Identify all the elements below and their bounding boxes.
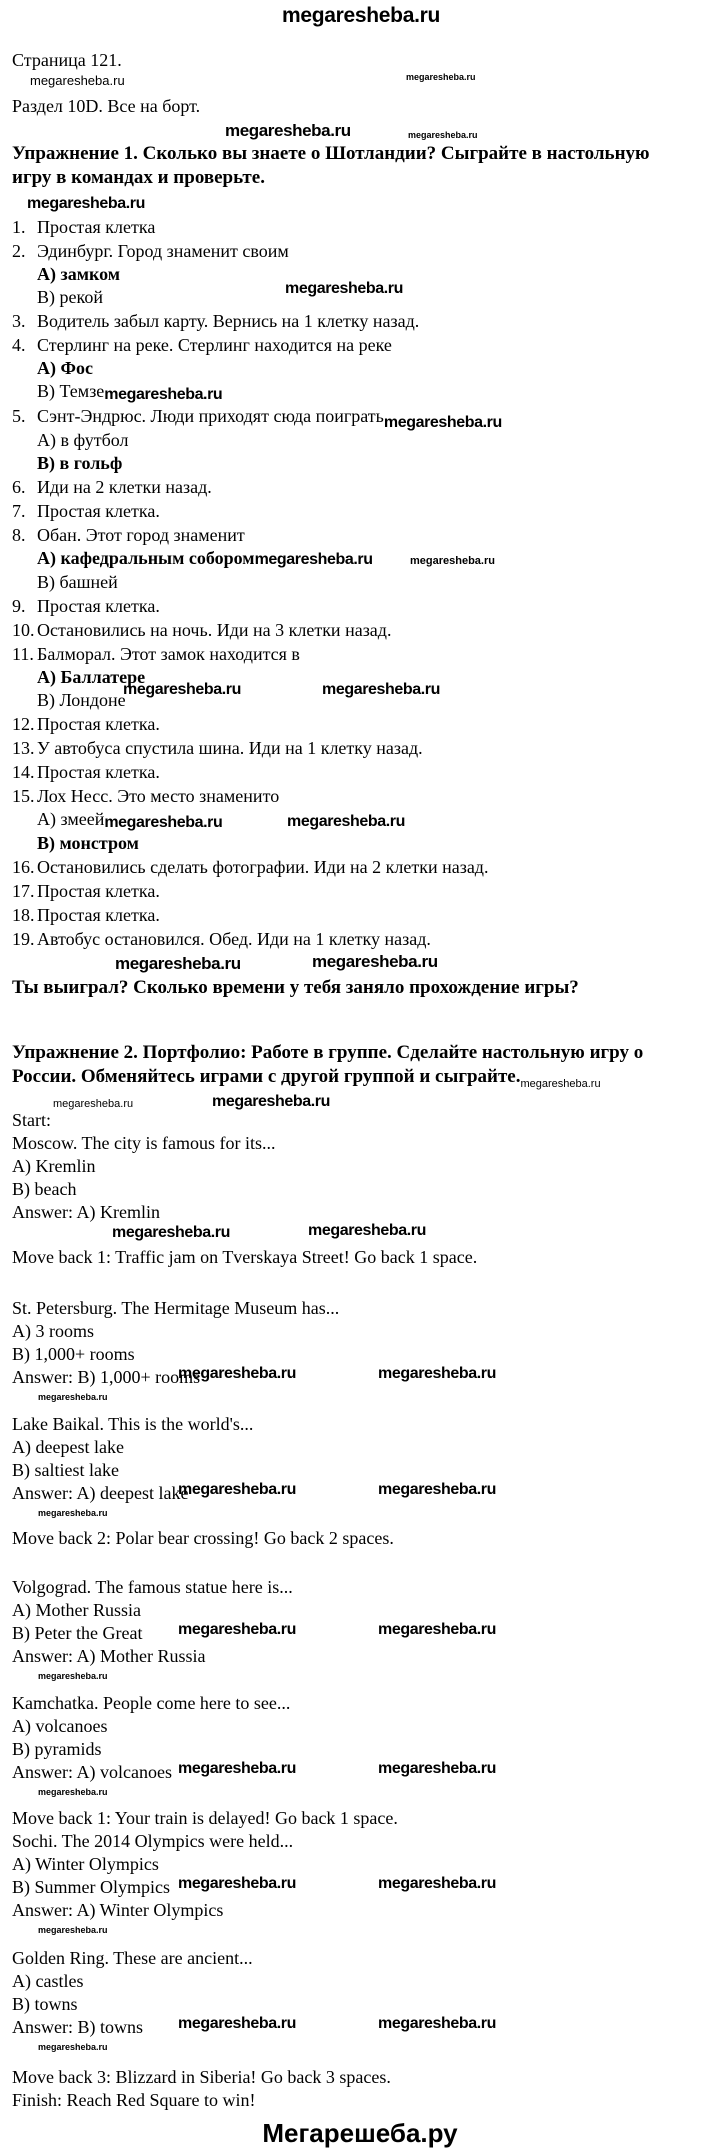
option-b-text: В) Темзе	[37, 381, 105, 401]
watermark: megaresheba.ru	[212, 1093, 331, 1110]
option-a: А) Фос	[37, 358, 93, 378]
list-item	[12, 334, 710, 404]
move-line: Move back 1: Traffic jam on Tverskaya Street! Go back 1 space.	[12, 1247, 478, 1267]
question-line: Moscow. The city is famous for its...	[12, 1133, 276, 1153]
answer-line: Answer: A) Kremlin	[12, 1202, 160, 1222]
list-item	[12, 880, 710, 903]
exercise2-heading-line1: Упражнение 2. Портфолио: Работе в группе. Сделайте настольную игру о	[12, 1042, 644, 1063]
watermark: megaresheba.ru	[178, 1760, 297, 1777]
item-number: 18.	[12, 905, 35, 925]
move-line: Move back 3: Blizzard in Siberia! Go back 3 spaces.	[12, 2067, 391, 2087]
watermark: megaresheba.ru	[38, 1787, 108, 1797]
watermark: megaresheba.ru	[27, 195, 146, 212]
list-item	[12, 713, 710, 736]
option-b: В) монстром	[37, 833, 139, 853]
item-text: Простая клетка.	[37, 881, 160, 901]
watermark-row	[12, 1224, 710, 1246]
watermark: megaresheba.ru	[378, 1365, 497, 1382]
watermark: megaresheba.ru	[378, 1621, 497, 1638]
list-item	[12, 216, 710, 239]
list-item	[12, 737, 710, 760]
watermark-row	[12, 952, 710, 972]
list-item	[12, 643, 710, 712]
move-line: Move back 2: Polar bear crossing! Go back 2 spaces.	[12, 1528, 394, 1548]
list-item	[12, 405, 710, 475]
item-text: Обан. Этот город знаменит	[37, 525, 245, 545]
option-a	[37, 666, 710, 698]
item-text: Стерлинг на реке. Стерлинг находится на реке	[37, 335, 392, 355]
question-line: Sochi. The 2014 Olympics were held...	[12, 1831, 294, 1851]
page-number: Страница 121.	[12, 50, 122, 70]
option-b: В) Лондоне	[37, 690, 126, 710]
watermark: megaresheba.ru	[312, 952, 438, 971]
question-line: Kamchatka. People come here to see...	[12, 1693, 291, 1713]
item-number: 6.	[12, 477, 26, 497]
list-item	[12, 524, 710, 594]
option-a	[37, 808, 710, 832]
item-number: 17.	[12, 881, 35, 901]
final-question: Ты выиграл? Сколько времени у тебя заняло прохождение игры?	[12, 977, 579, 998]
item-number: 14.	[12, 762, 35, 782]
exercise1-heading	[12, 142, 710, 189]
watermark: megaresheba.ru	[38, 2042, 108, 2052]
exercise1-list	[12, 216, 710, 951]
watermark: megaresheba.ru	[38, 1392, 108, 1402]
watermark: megaresheba.ru	[520, 1077, 601, 1090]
answer-text: Answer: A) volcanoes	[12, 1762, 172, 1782]
item-number: 16.	[12, 857, 35, 877]
item-number: 8.	[12, 525, 26, 545]
watermark: megaresheba.ru	[378, 1760, 497, 1777]
option-b	[37, 380, 710, 404]
answer-text: Answer: A) deepest lake	[12, 1483, 189, 1503]
option-a	[37, 547, 710, 571]
item-number: 11.	[12, 644, 34, 664]
section-heading: Раздел 10D. Все на борт.	[12, 96, 201, 116]
item-number: 19.	[12, 929, 35, 949]
list-item	[12, 761, 710, 784]
option-line: B) 1,000+ rooms	[12, 1344, 135, 1364]
item-number: 10.	[12, 620, 35, 640]
watermark: megaresheba.ru	[178, 2015, 297, 2032]
item-text: Водитель забыл карту. Вернись на 1 клетку назад.	[37, 311, 420, 331]
item-text: У автобуса спустила шина. Иди на 1 клетку назад.	[37, 738, 423, 758]
list-item	[12, 595, 710, 618]
site-watermark-title: megaresheba.ru	[281, 4, 441, 27]
watermark: megaresheba.ru	[104, 386, 223, 403]
item-number: 13.	[12, 738, 35, 758]
start-label: Start:	[12, 1110, 51, 1130]
watermark: megaresheba.ru	[178, 1481, 297, 1498]
item-text: Эдинбург. Город знаменит своим	[37, 241, 289, 261]
watermark-row	[12, 1505, 710, 1517]
answer-line: Answer: A) Mother Russia	[12, 1646, 206, 1666]
watermark: megaresheba.ru	[178, 1875, 297, 1892]
answer-text: Answer: B) towns	[12, 2017, 143, 2037]
item-text: Простая клетка.	[37, 762, 160, 782]
item-number: 7.	[12, 501, 26, 521]
watermark: megaresheba.ru	[285, 280, 404, 297]
item-text: Простая клетка.	[37, 905, 160, 925]
watermark-row	[12, 1093, 710, 1109]
option-text: B) Summer Olympics	[12, 1877, 170, 1897]
item-text: Простая клетка.	[37, 596, 160, 616]
finish-line: Finish: Reach Red Square to win!	[12, 2090, 256, 2110]
option-line	[12, 1622, 710, 1645]
list-item	[12, 928, 710, 951]
watermark-row	[12, 1668, 710, 1680]
option-line: A) volcanoes	[12, 1716, 108, 1736]
watermark: megaresheba.ru	[104, 814, 223, 831]
list-item	[12, 476, 710, 499]
option-b-text: В) рекой	[37, 287, 103, 307]
option-line: A) castles	[12, 1971, 84, 1991]
item-number: 12.	[12, 714, 35, 734]
watermark: megaresheba.ru	[53, 1098, 134, 1110]
exercise2-heading-line2-text: России. Обменяйтесь играми с другой группой и сыграйте.	[12, 1065, 521, 1087]
watermark-row	[12, 121, 710, 139]
watermark-row	[12, 1784, 710, 1796]
exercise2-heading-line2	[12, 1065, 710, 1092]
watermark-row	[12, 1922, 710, 1934]
question-line: Lake Baikal. This is the world's...	[12, 1414, 254, 1434]
watermark-row	[12, 1389, 710, 1401]
move-line: Move back 1: Your train is delayed! Go back 1 space.	[12, 1808, 398, 1828]
option-a-text: А) кафедральным собором	[37, 548, 255, 568]
item-text: Автобус остановился. Обед. Иди на 1 клетку назад.	[37, 929, 431, 949]
option-line: B) beach	[12, 1179, 77, 1199]
item-text: Простая клетка.	[37, 501, 160, 521]
list-item	[12, 856, 710, 879]
option-a-text: А) Баллатере	[37, 667, 146, 687]
option-a: А) в футбол	[37, 430, 129, 450]
option-line: B) saltiest lake	[12, 1460, 119, 1480]
watermark: megaresheba.ru	[115, 954, 241, 973]
watermark-row	[12, 69, 710, 88]
item-number: 1.	[12, 217, 26, 237]
item-text: Лох Несс. Это место знаменито	[37, 786, 280, 806]
option-b: В) башней	[37, 572, 118, 592]
option-line: A) Kremlin	[12, 1156, 96, 1176]
watermark: megaresheba.ru	[287, 813, 406, 830]
answer-line: Answer: A) Winter Olympics	[12, 1900, 224, 1920]
item-text: Простая клетка.	[37, 714, 160, 734]
watermark: megaresheba.ru	[254, 551, 373, 568]
watermark: megaresheba.ru	[378, 1875, 497, 1892]
option-b	[37, 280, 710, 309]
answer-text: Answer: B) 1,000+ rooms	[12, 1367, 201, 1387]
exercise1-heading-line1: Упражнение 1. Сколько вы знаете о Шотландии? Сыграйте в настольную	[12, 143, 650, 164]
answer-line	[12, 1482, 710, 1505]
option-line: B) pyramids	[12, 1739, 102, 1759]
watermark: megaresheba.ru	[308, 1222, 427, 1239]
exercise1-heading-line2: игру в командах и проверьте.	[12, 166, 265, 188]
item-text: Остановились на ночь. Иди на 3 клетки назад.	[37, 620, 392, 640]
option-line	[12, 1876, 710, 1899]
list-item	[12, 619, 710, 642]
watermark: megaresheba.ru	[378, 2015, 497, 2032]
option-line: A) Winter Olympics	[12, 1854, 159, 1874]
watermark: megaresheba.ru	[322, 681, 441, 698]
list-item	[12, 240, 710, 309]
watermark: megaresheba.ru	[378, 1481, 497, 1498]
watermark-row	[12, 192, 710, 210]
answer-line	[12, 2016, 710, 2039]
exercise2-heading	[12, 1041, 710, 1091]
item-text: Сэнт-Эндрюс. Люди приходят сюда поиграть	[37, 406, 384, 426]
option-line: A) Mother Russia	[12, 1600, 141, 1620]
list-item	[12, 904, 710, 927]
watermark-row	[12, 2039, 710, 2051]
list-item	[12, 500, 710, 523]
item-number: 5.	[12, 406, 26, 426]
watermark: megaresheba.ru	[178, 1365, 297, 1382]
watermark: megaresheba.ru	[30, 73, 125, 88]
question-line: Golden Ring. These are ancient...	[12, 1948, 253, 1968]
option-line: B) towns	[12, 1994, 78, 2014]
watermark: megaresheba.ru	[38, 1671, 108, 1681]
watermark: megaresheba.ru	[406, 72, 476, 82]
item-text: Простая клетка	[37, 217, 156, 237]
watermark: megaresheba.ru	[112, 1224, 231, 1241]
option-a-text: А) змеей	[37, 809, 105, 829]
item-number: 2.	[12, 241, 26, 261]
watermark: megaresheba.ru	[178, 1621, 297, 1638]
item-text: Балморал. Этот замок находится в	[37, 644, 300, 664]
answer-line	[12, 1761, 710, 1784]
watermark: megaresheba.ru	[38, 1925, 108, 1935]
option-b: В) в гольф	[37, 453, 123, 473]
option-line: A) 3 rooms	[12, 1321, 94, 1341]
option-line: A) deepest lake	[12, 1437, 124, 1457]
item-number: 15.	[12, 786, 35, 806]
footer-brand: Мегарешеба.ру	[262, 2118, 458, 2148]
watermark: megaresheba.ru	[410, 555, 495, 567]
watermark: megaresheba.ru	[123, 681, 242, 698]
question-line: St. Petersburg. The Hermitage Museum has...	[12, 1298, 340, 1318]
watermark: megaresheba.ru	[225, 121, 351, 140]
watermark: megaresheba.ru	[408, 130, 478, 140]
answer-line	[12, 1366, 710, 1389]
item-number: 9.	[12, 596, 26, 616]
watermark: megaresheba.ru	[383, 414, 502, 431]
item-number: 3.	[12, 311, 26, 331]
option-text: B) Peter the Great	[12, 1623, 143, 1643]
item-number: 4.	[12, 335, 26, 355]
watermark: megaresheba.ru	[38, 1508, 108, 1518]
item-text: Остановились сделать фотографии. Иди на 2 клетки назад.	[37, 857, 489, 877]
option-a: А) замком	[37, 264, 121, 284]
list-item	[12, 310, 710, 333]
question-line: Volgograd. The famous statue here is...	[12, 1577, 293, 1597]
list-item	[12, 785, 710, 855]
item-text: Иди на 2 клетки назад.	[37, 477, 212, 497]
